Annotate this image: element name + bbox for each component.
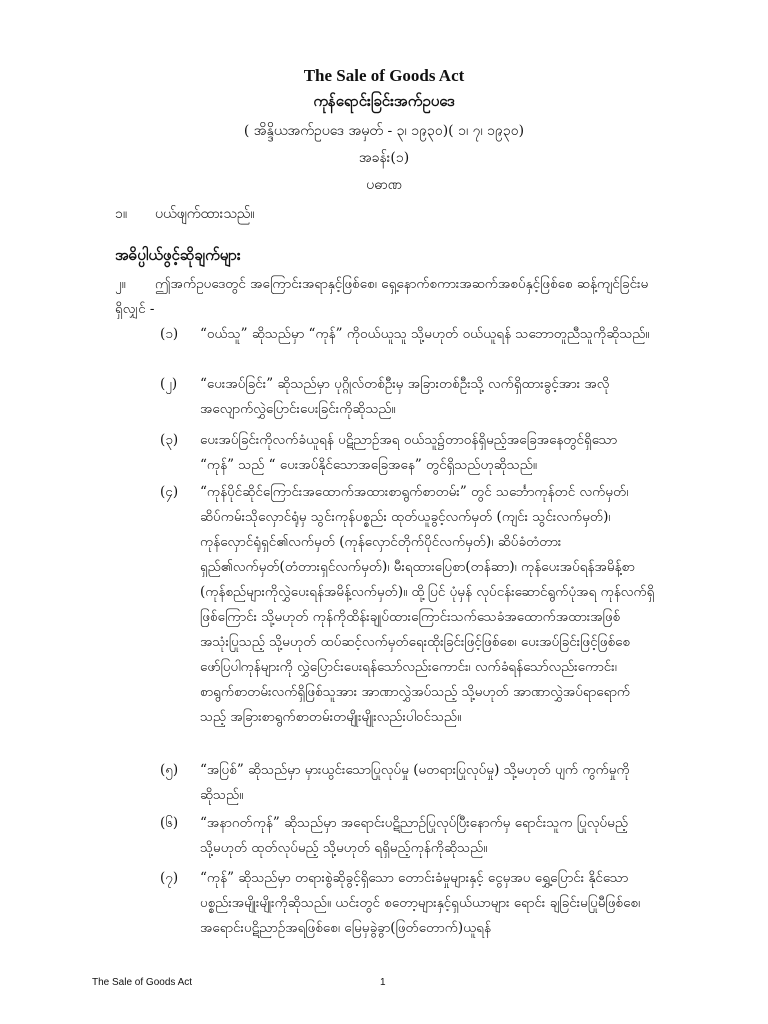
clause-number: (၁) (160, 326, 179, 342)
title-myanmar: ကုန်ရောင်းခြင်းအက်ဥပဒေ (313, 92, 455, 110)
section-1-text: ပယ်ဖျက်ထားသည်။ (155, 206, 255, 222)
clause-text: “ကုန်” ဆိုသည်မှာ တရားစွဲဆိုခွင့်ရှိသော တောင်းခံမှုများနှင့် ငွေမှအပ ရွှေ့ပြောင်း နိုင်သောပစ္စည်းအမျိုးမျိုးကိုဆိုသည်။ ယင်းတွင် စတော့များနှင့်ရှယ်ယာများ ရောင်း ချခြင်းမပြုမီဖြစ်စေ၊ အရောင်းပဋိညာဉ်အရဖြစ်စေ၊ မြေမှခွဲခွာ(ဖြတ်တောက်)ယူရန် (200, 870, 641, 936)
clause-number: (၄) (160, 484, 179, 500)
clause-7 (160, 866, 655, 941)
clause-number: (၃) (160, 432, 179, 448)
part-heading: ပဓာဏ (366, 177, 402, 193)
clause-text: ပေးအပ်ခြင်းကိုလက်ခံယူရန် ပဋိညာဉ်အရ ဝယ်သူ၌တာဝန်ရှိမည့်အခြေအနေတွင်ရှိသော “ကုန်” သည် “ ပေးအပ်နိုင်သောအခြေအနေ” တွင်ရှိသည်ဟုဆိုသည်။ (200, 432, 618, 473)
title-english: The Sale of Goods Act (303, 66, 465, 85)
clause-4 (160, 480, 655, 730)
clause-number: (၂) (160, 376, 178, 392)
clause-6 (160, 811, 655, 861)
clause-number: (၇) (160, 870, 179, 886)
section-2-number: ၂။ (115, 276, 126, 292)
footer-title: The Sale of Goods Act (92, 977, 193, 988)
clause-2 (160, 372, 655, 422)
section-1-number: ၁။ (115, 206, 128, 222)
clause-text: “ဝယ်သူ” ဆိုသည်မှာ “ကုန်” ကိုဝယ်ယူသူ သို့မဟုတ် ဝယ်ယူရန် သဘောတူညီသူကိုဆိုသည်။ (200, 326, 650, 342)
clause-number: (၆) (160, 815, 179, 831)
clause-text: “အပြစ်” ဆိုသည်မှာ မှားယွင်းသောပြုလုပ်မှု (မတရားပြုလုပ်မှု) သို့မဟုတ် ပျက် ကွက်မှုကိုဆိုသည်။ (200, 762, 630, 803)
page-number: 1 (380, 977, 386, 988)
act-reference: ( အိန္ဒိယအက်ဥပဒေ အမှတ် - ၃၊ ၁၉၃၀)( ၁၊ ၇၊ ၁၉၃၀) (243, 123, 525, 139)
clause-1 (160, 322, 655, 347)
clause-text: “အနာဂတ်ကုန်” ဆိုသည်မှာ အရောင်းပဋိညာဉ်ပြုလုပ်ပြီးနောက်မှ ရောင်းသူက ပြုလုပ်မည့် သို့မဟုတ် ထုတ်လုပ်မည့် သို့မဟုတ် ရရှိမည့်ကုန်ကိုဆိုသည်။ (200, 815, 628, 856)
chapter-heading: အခန်း(၁) (358, 150, 410, 166)
section-2-text: ဤအက်ဥပဒေတွင် အကြောင်းအရာနှင့်ဖြစ်စေ၊ ရှေ့နောက်စကားအဆက်အစပ်နှင့်ဖြစ်စေ ဆန့်ကျင်ခြင်းမရှိလျှင် - (115, 276, 649, 317)
clause-3 (160, 428, 655, 478)
definitions-heading: အဓိပ္ပါယ်ဖွင့်ဆိုချက်များ (115, 246, 241, 264)
clause-text: “ကုန်ပိုင်ဆိုင်ကြောင်းအထောက်အထားစာရွက်စာတမ်း” တွင် သင်္ဘောကုန်တင် လက်မှတ်၊ ဆိပ်ကမ်းသိုလှောင်ရုံမှ သွင်းကုန်ပစ္စည်း ထုတ်ယူခွင့်လက်မှတ် (ကျင်း သွင်းလက်မှတ်)၊ ကုန်လှောင်ရုံရှင်၏လက်မှတ် (ကုန်လှောင်တိုက်ပိုင်လက်မှတ်)၊ ဆိပ်ခံတံတားရှည်၏လက်မှတ်(တံတားရှင်လက်မှတ်)၊ မီးရထားပြေစာ(တန်ဆာ)၊ ကုန်ပေးအပ်ရန်အမိန့်စာ (ကုန်စည်များကိုလွှဲပေးရန်အမိန့်လက်မှတ်)။ ထို့ပြင် ပုံမှန် လုပ်ငန်းဆောင်ရွက်ပုံအရ ကုန်လက်ရှိဖြစ်ကြောင်း သို့မဟုတ် ကုန်ကိုထိန်းချုပ်ထားကြောင်းသက်သေခံအထောက်အထားအဖြစ်အသုံးပြုသည့် သို့မဟုတ် ထပ်ဆင့်လက်မှတ်ရေးထိုးခြင်းဖြင့်ဖြစ်စေ၊ ပေးအပ်ခြင်းဖြင့်ဖြစ်စေ ဖော်ပြပါကုန်များကို လွှဲပြောင်းပေးရန်သော်လည်းကောင်း၊ လက်ခံရန်သော်လည်းကောင်း၊ စာရွက်စာတမ်းလက်ရှိဖြစ်သူအား အာဏာလွှဲအပ်သည့် သို့မဟုတ် အာဏာလွှဲအပ်ရာရောက်သည့် အခြားစာရွက်စာတမ်းတမျိုးမျိုးလည်းပါဝင်သည်။ (200, 484, 655, 725)
section-2-intro (115, 272, 655, 322)
section-1 (115, 204, 255, 225)
clause-text: “ပေးအပ်ခြင်း” ဆိုသည်မှာ ပုဂ္ဂိုလ်တစ်ဦးမှ အခြားတစ်ဦးသို့ လက်ရှိထားခွင့်အား အလို အလျောက်လွှဲပြောင်းပေးခြင်းကိုဆိုသည်။ (200, 376, 610, 417)
clause-5 (160, 758, 655, 808)
clause-number: (၅) (160, 762, 179, 778)
